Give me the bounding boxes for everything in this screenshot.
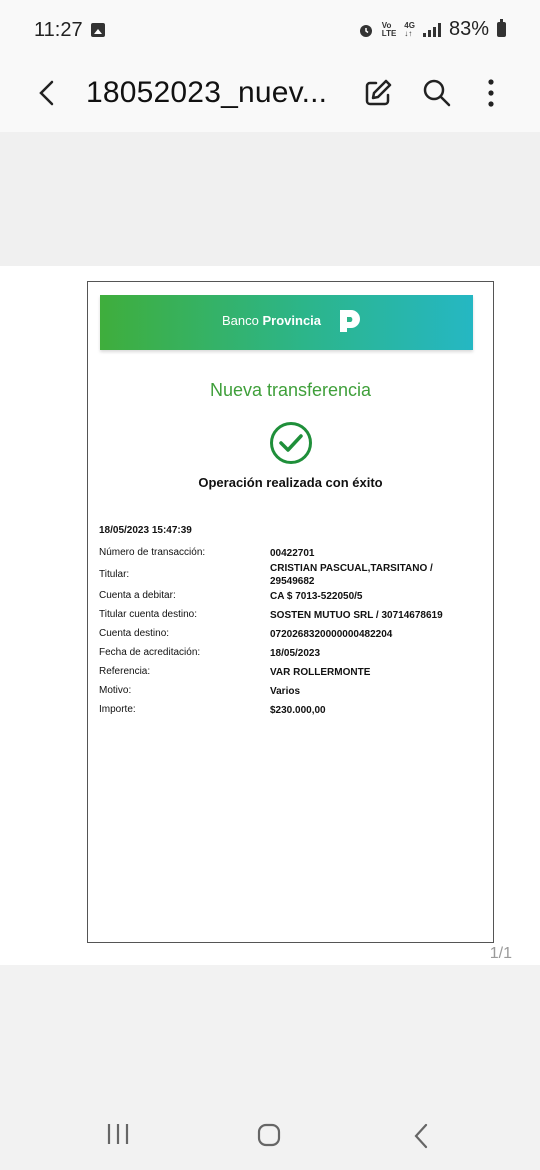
value-amount: $230.000,00 [270, 705, 326, 716]
volte-indicator [382, 22, 397, 38]
label-debit-account: Cuenta a debitar: [99, 590, 176, 601]
app-bar [0, 62, 540, 132]
bank-logo-icon [338, 308, 362, 334]
data-arrows: ↓↑ [404, 28, 413, 38]
status-bar [0, 0, 540, 62]
network-type: 4G [404, 20, 415, 30]
bank-name-regular: Banco [222, 313, 259, 328]
search-icon[interactable] [421, 77, 453, 109]
back-arrow-icon[interactable] [34, 78, 60, 108]
battery-percent: 83% [448, 18, 489, 40]
page-indicator: 1/1 [489, 945, 512, 962]
value-destination-account: 0720268320000000482204 [270, 629, 393, 640]
label-destination-holder: Titular cuenta destino: [99, 609, 198, 620]
home-icon[interactable] [257, 1123, 281, 1147]
battery-icon [497, 22, 506, 37]
gallery-icon [91, 23, 105, 37]
value-reference: VAR ROLLERMONTE [270, 667, 371, 678]
label-accreditation-date: Fecha de acreditación: [99, 647, 201, 658]
label-reference: Referencia: [99, 666, 151, 677]
bank-name-bold: Provincia [262, 313, 322, 328]
volte-top: Vo [381, 20, 392, 30]
status-indicators [358, 18, 506, 41]
value-destination-holder: SOSTEN MUTUO SRL / 30714678619 [270, 610, 443, 621]
label-transaction-number: Número de transacción: [99, 547, 206, 558]
label-reason: Motivo: [99, 685, 132, 696]
bank-name [222, 313, 321, 328]
check-circle-icon [269, 421, 313, 465]
value-transaction-number: 00422701 [270, 548, 315, 559]
label-amount: Importe: [99, 704, 136, 715]
bank-banner [100, 295, 473, 350]
label-destination-account: Cuenta destino: [99, 628, 170, 639]
label-holder: Titular: [99, 569, 130, 580]
system-nav-bar [0, 1090, 540, 1170]
value-holder-line1: CRISTIAN PASCUAL,TARSITANO / [270, 563, 433, 574]
document-title: 18052023_nuev... [86, 76, 328, 109]
transfer-title: Nueva transferencia [209, 380, 372, 400]
alarm-icon [358, 22, 374, 38]
back-icon[interactable] [412, 1123, 430, 1149]
signal-icon [423, 23, 441, 37]
more-options-icon[interactable] [481, 77, 501, 109]
volte-bottom: LTE [381, 28, 397, 38]
value-holder-line2: 29549682 [270, 576, 315, 587]
recent-apps-icon[interactable] [106, 1123, 130, 1145]
success-message: Operación realizada con éxito [198, 475, 383, 490]
status-time: 11:27 [34, 19, 83, 41]
network-indicator [404, 22, 415, 38]
value-holder [270, 562, 433, 588]
value-reason: Varios [270, 686, 301, 697]
operation-datetime: 18/05/2023 15:47:39 [99, 525, 192, 536]
value-accreditation-date: 18/05/2023 [270, 648, 321, 659]
value-debit-account: CA $ 7013-522050/5 [270, 591, 363, 602]
edit-icon[interactable] [362, 77, 394, 109]
pdf-page [87, 281, 494, 943]
viewer-background [0, 132, 540, 266]
